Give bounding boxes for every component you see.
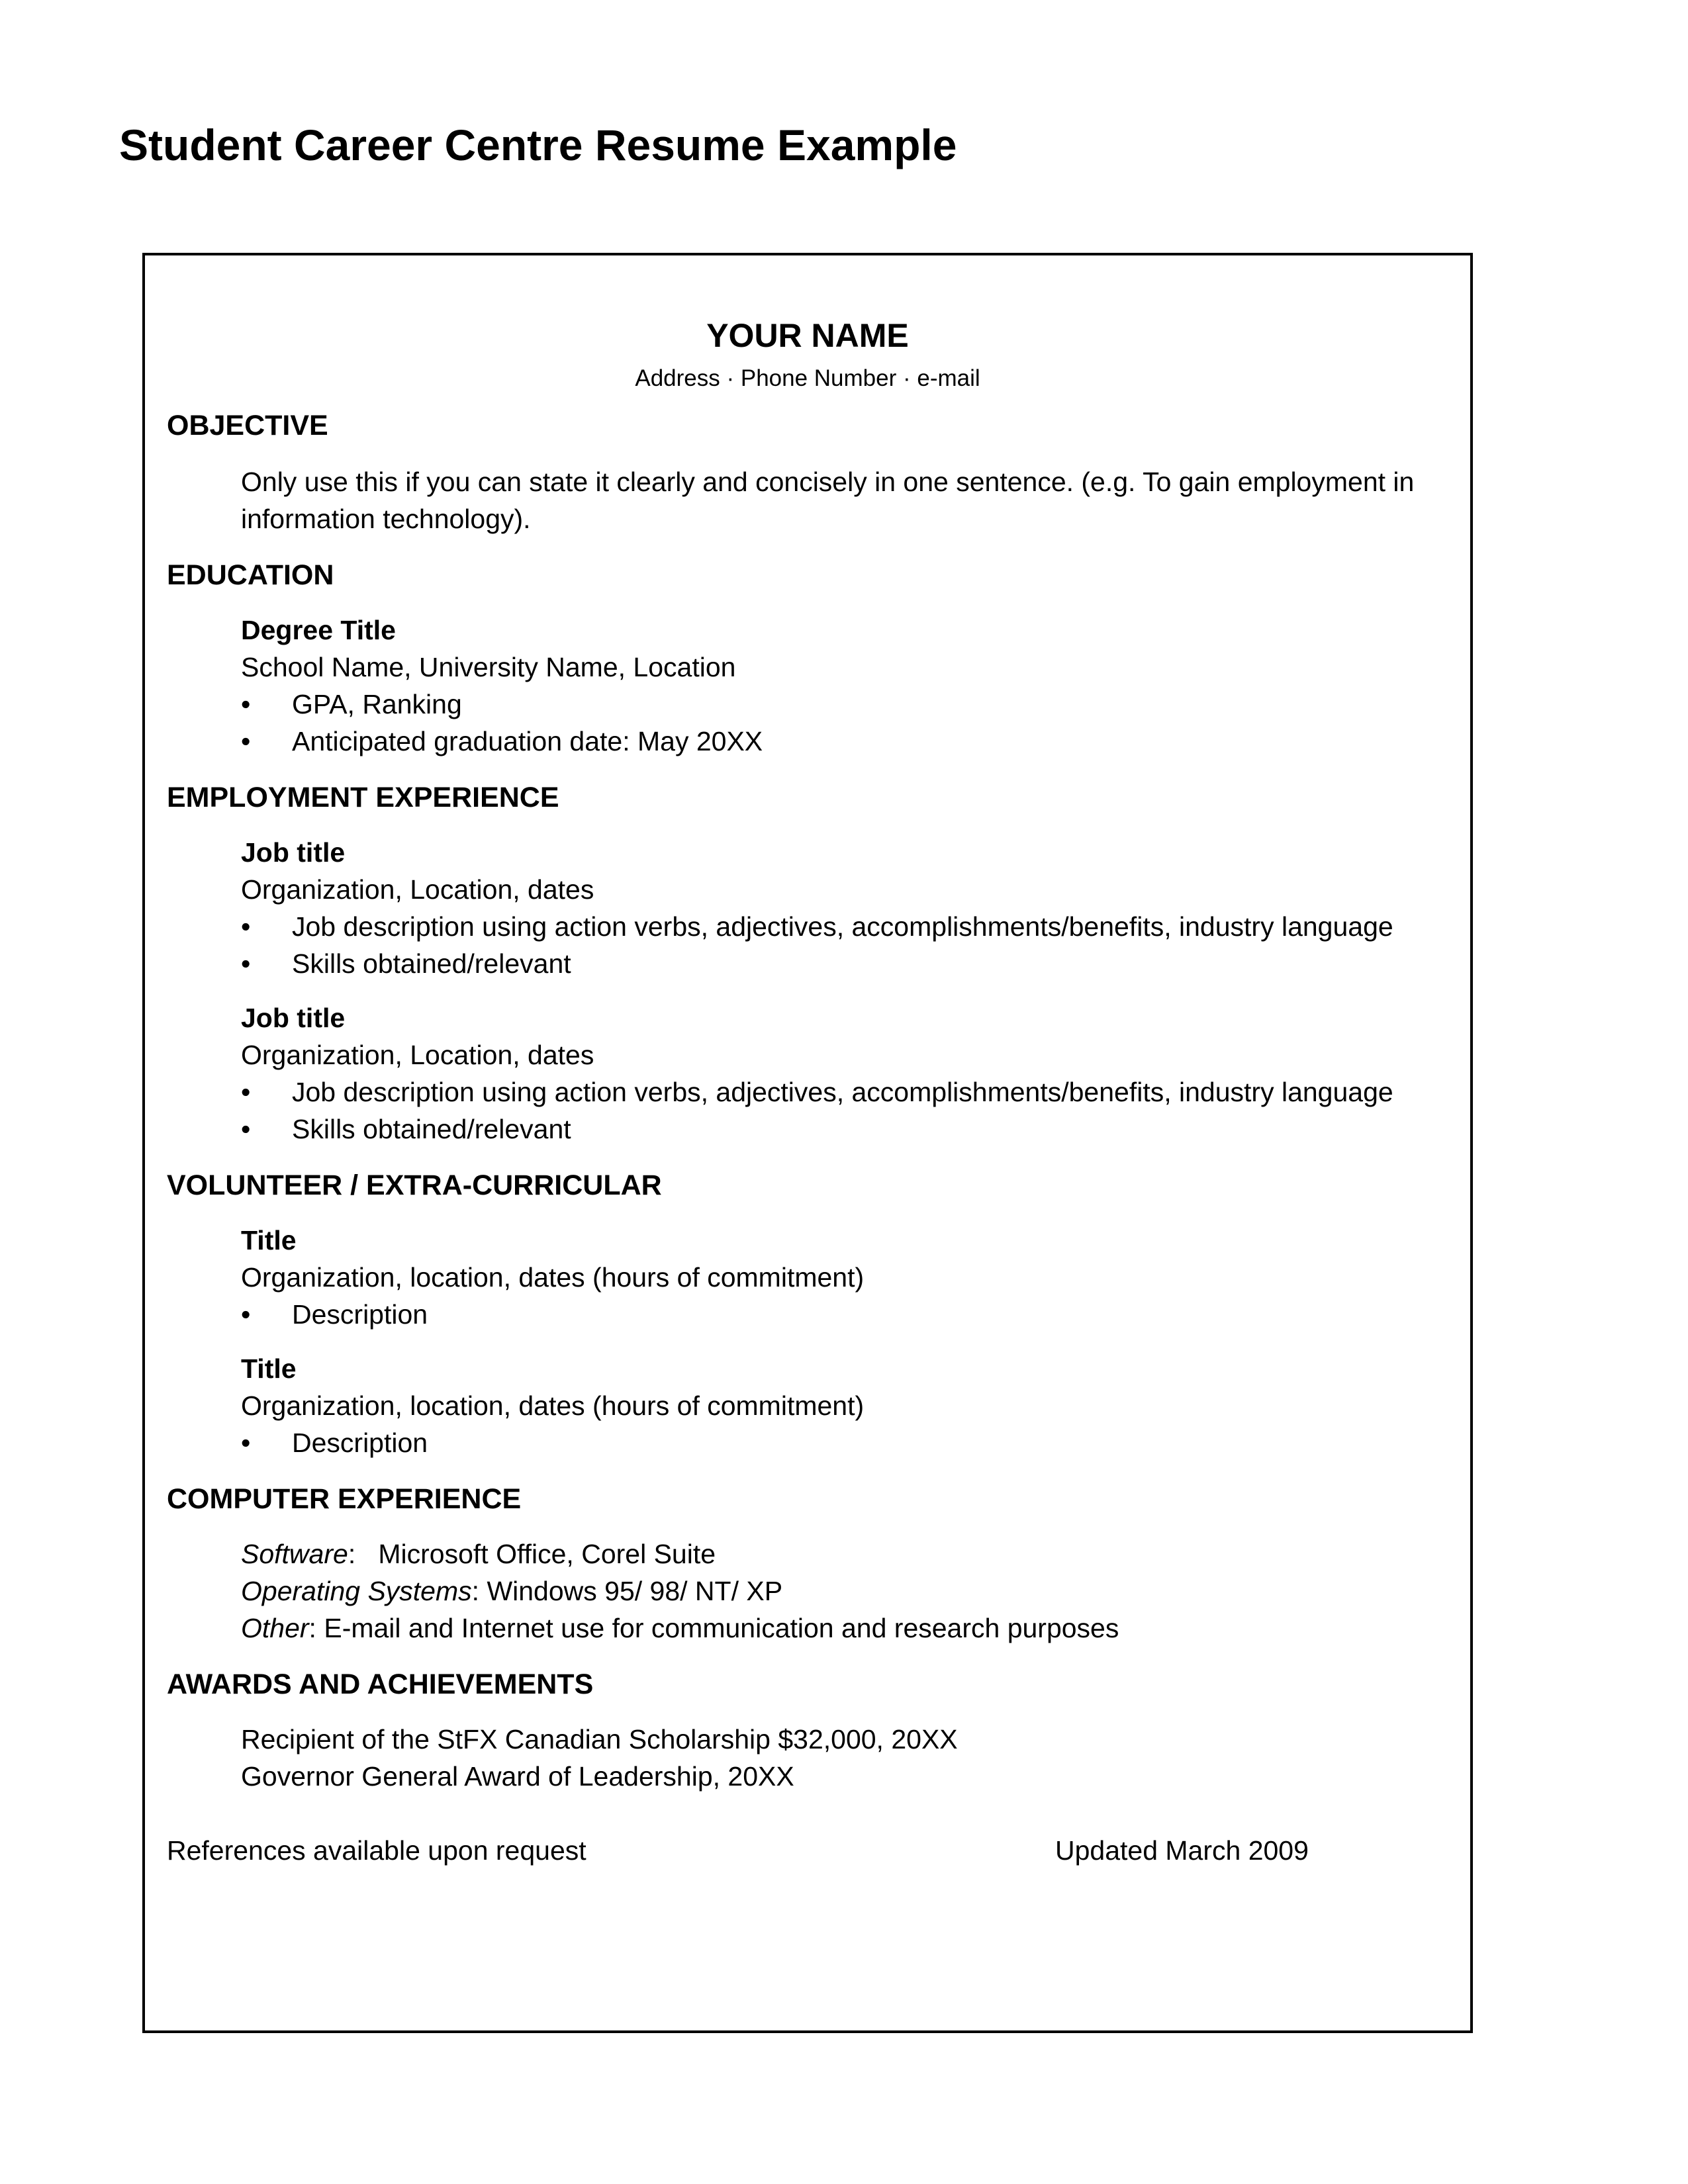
objective-line: information technology). (241, 504, 531, 534)
bullet-icon: • (241, 1428, 251, 1458)
computer-row (241, 1615, 1119, 1642)
contact-line: Address · Phone Number · e-mail (635, 365, 980, 391)
computer-sep: : (348, 1539, 379, 1569)
school-line: School Name, University Name, Location (241, 652, 736, 682)
references-note: References available upon request (167, 1835, 586, 1866)
computer-value: Windows 95/ 98/ NT/ XP (487, 1576, 783, 1606)
job-bullet: Job description using action verbs, adjectives, accomplishments/benefits, industry language (292, 911, 1393, 942)
bullet-icon: • (241, 1114, 251, 1144)
computer-heading: COMPUTER EXPERIENCE (167, 1483, 522, 1515)
degree-title: Degree Title (241, 615, 396, 645)
bullet-icon: • (241, 948, 251, 979)
computer-row (241, 1541, 716, 1568)
computer-sep: : (471, 1576, 487, 1606)
education-bullet: GPA, Ranking (292, 689, 462, 719)
award-line: Governor General Award of Leadership, 20XX (241, 1761, 794, 1792)
resume-box (142, 253, 1473, 2033)
job-org: Organization, Location, dates (241, 1040, 594, 1070)
page-title: Student Career Centre Resume Example (119, 120, 957, 169)
bullet-icon: • (241, 726, 251, 756)
job-bullet: Skills obtained/relevant (292, 948, 571, 979)
computer-value: Microsoft Office, Corel Suite (378, 1539, 716, 1569)
volunteer-org: Organization, location, dates (hours of commitment) (241, 1390, 865, 1421)
employment-heading: EMPLOYMENT EXPERIENCE (167, 782, 559, 813)
education-bullet: Anticipated graduation date: May 20XX (292, 726, 763, 756)
job-bullet: Skills obtained/relevant (292, 1114, 571, 1144)
job-org: Organization, Location, dates (241, 874, 594, 905)
computer-sep: : (308, 1613, 324, 1643)
bullet-icon: • (241, 689, 251, 719)
volunteer-title: Title (241, 1353, 297, 1384)
objective-heading: OBJECTIVE (167, 410, 328, 441)
computer-label: Other (241, 1613, 309, 1643)
education-heading: EDUCATION (167, 559, 334, 591)
volunteer-bullet: Description (292, 1428, 428, 1458)
bullet-icon: • (241, 911, 251, 942)
bullet-icon: • (241, 1299, 251, 1330)
awards-heading: AWARDS AND ACHIEVEMENTS (167, 1668, 594, 1700)
volunteer-org: Organization, location, dates (hours of commitment) (241, 1262, 865, 1293)
resume-name: YOUR NAME (706, 317, 909, 354)
job-title: Job title (241, 837, 346, 868)
volunteer-heading: VOLUNTEER / EXTRA-CURRICULAR (167, 1169, 662, 1201)
job-title: Job title (241, 1003, 346, 1033)
objective-line: Only use this if you can state it clearly and concisely in one sentence. (e.g. To gain employment in (241, 467, 1415, 497)
volunteer-title: Title (241, 1225, 297, 1255)
updated-note: Updated March 2009 (1055, 1835, 1309, 1866)
computer-value: E-mail and Internet use for communication and research purposes (324, 1613, 1119, 1643)
computer-label: Software (241, 1539, 348, 1569)
bullet-icon: • (241, 1077, 251, 1107)
computer-label: Operating Systems (241, 1576, 472, 1606)
volunteer-bullet: Description (292, 1299, 428, 1330)
job-bullet: Job description using action verbs, adjectives, accomplishments/benefits, industry language (292, 1077, 1393, 1107)
award-line: Recipient of the StFX Canadian Scholarship $32,000, 20XX (241, 1724, 958, 1754)
computer-row (241, 1578, 782, 1605)
